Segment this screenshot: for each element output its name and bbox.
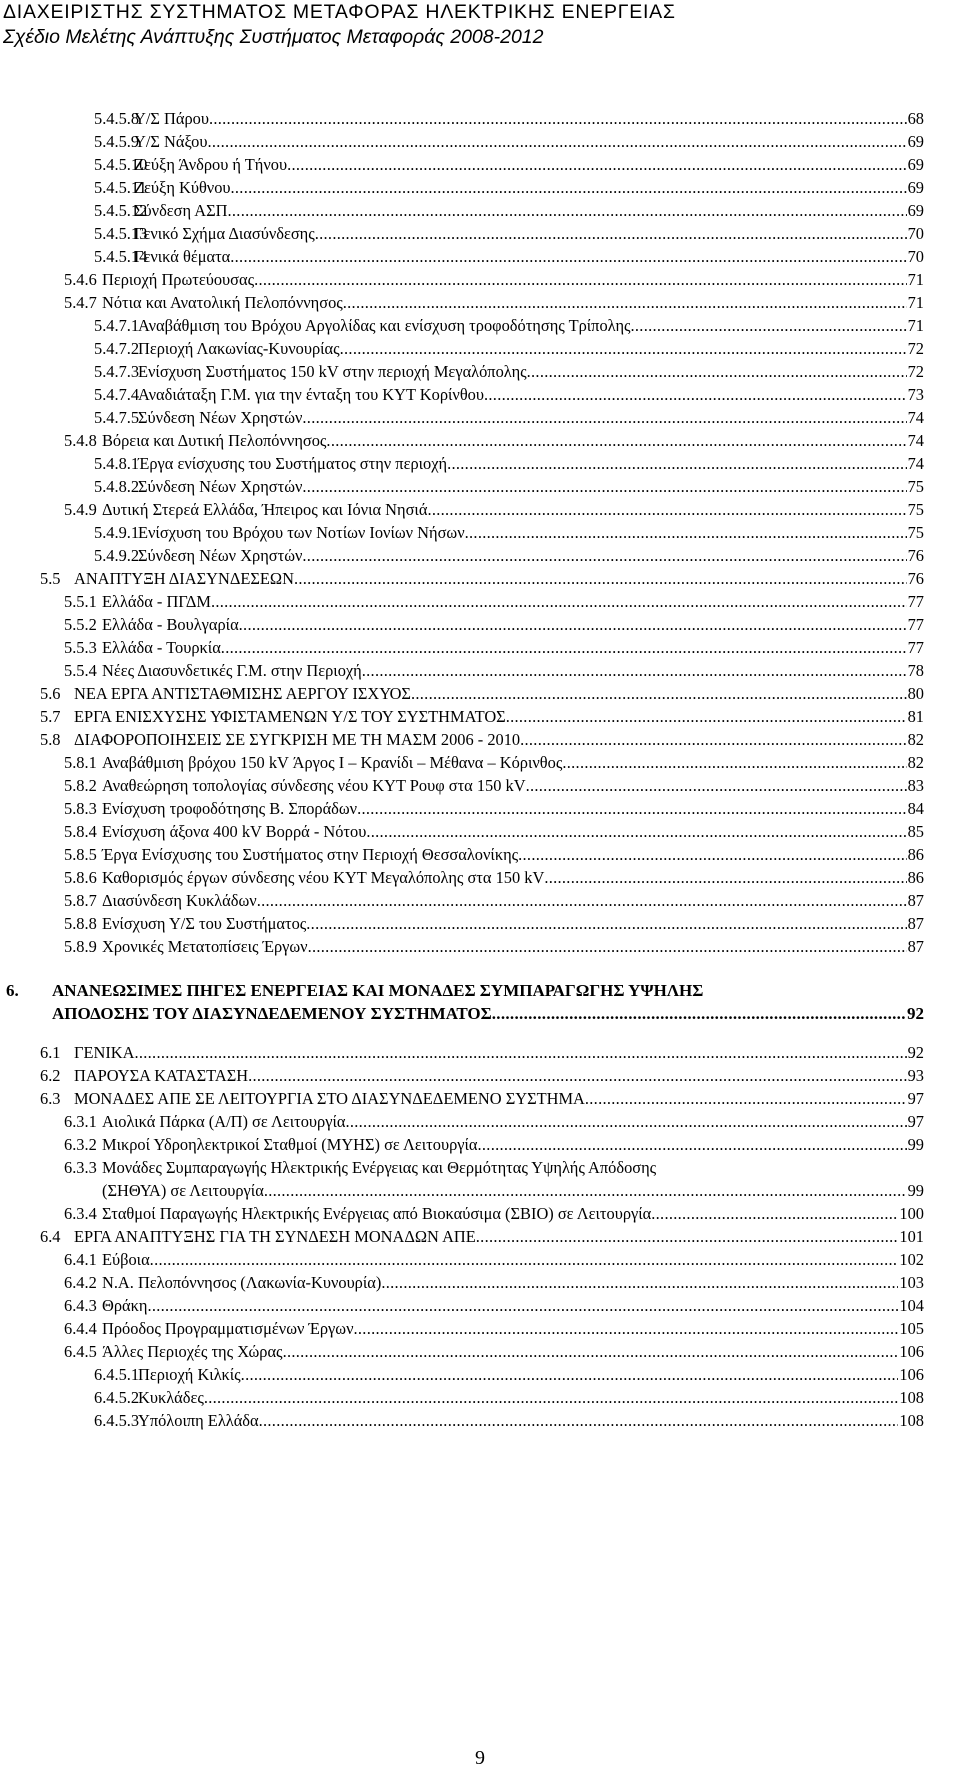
toc-dot-leader xyxy=(204,1388,899,1408)
toc-entry-page: 108 xyxy=(899,1411,924,1430)
toc-entry-title: Ενίσχυση άξονα 400 kV Βορρά - Νότου xyxy=(102,822,367,841)
toc-entry-title: Ενίσχυση Υ/Σ του Συστήματος xyxy=(102,914,307,933)
toc-entry-title: Αναβάθμιση βρόχου 150 kV Άργος Ι – Κρανίδι – Μέθανα – Κόρινθος xyxy=(102,753,563,772)
toc-entry-page: 84 xyxy=(907,799,924,818)
toc-dot-leader xyxy=(134,1043,906,1063)
toc-entry[interactable] xyxy=(64,270,924,290)
toc-dot-leader xyxy=(257,891,907,911)
toc-dot-leader xyxy=(294,569,907,589)
toc-entry[interactable] xyxy=(40,1227,924,1247)
toc-dot-leader xyxy=(527,362,907,382)
toc-entry[interactable] xyxy=(64,592,924,612)
toc-dot-leader xyxy=(518,845,906,865)
toc-entry-title: Ζεύξη Κύθνου xyxy=(134,178,231,197)
toc-entry-title: Περιοχή Κιλκίς xyxy=(138,1365,241,1384)
toc-entry[interactable] xyxy=(64,1204,924,1224)
toc-dot-leader xyxy=(231,178,907,198)
toc-dot-leader xyxy=(340,339,907,359)
toc-entry-title: Ν.Α. Πελοπόννησος (Λακωνία-Κυνουρία) xyxy=(102,1273,382,1292)
toc-entry-page: 82 xyxy=(907,730,924,749)
toc-entry[interactable] xyxy=(64,1135,924,1155)
toc-dot-leader xyxy=(411,684,907,704)
toc-entry[interactable] xyxy=(94,339,924,359)
toc-entry-number: 5.4.8.2 xyxy=(94,477,140,496)
toc-entry[interactable] xyxy=(94,408,924,428)
toc-entry[interactable] xyxy=(64,431,924,451)
toc-entry-title: Έργα ενίσχυσης του Συστήματος στην περιοχή xyxy=(138,454,448,473)
toc-entry-page: 92 xyxy=(907,1043,924,1062)
toc-entry-page: 76 xyxy=(907,569,924,588)
toc-entry[interactable] xyxy=(64,661,924,681)
toc-entry[interactable] xyxy=(64,293,924,313)
toc-dot-leader xyxy=(287,155,907,175)
toc-entry[interactable] xyxy=(94,247,924,267)
toc-entry[interactable] xyxy=(94,316,924,336)
page-number: 9 xyxy=(475,1747,485,1769)
toc-entry-number: 6.2 xyxy=(40,1066,61,1085)
toc-entry-number: 5.4.7.3 xyxy=(94,362,140,381)
toc-entry-title: Ενίσχυση τροφοδότησης Β. Σποράδων xyxy=(102,799,358,818)
toc-entry-title: Νέες Διασυνδετικές Γ.Μ. στην Περιοχή xyxy=(102,661,362,680)
toc-entry[interactable] xyxy=(94,454,924,474)
toc-entry-page: 69 xyxy=(907,178,924,197)
toc-entry-title: Νότια και Ανατολική Πελοπόννησος xyxy=(102,293,343,312)
toc-entry-page: 69 xyxy=(907,155,924,174)
toc-entry-title: Ζεύξη Άνδρου ή Τήνου xyxy=(134,155,288,174)
toc-entry-number: 5.4.5.12 xyxy=(94,201,148,220)
toc-dot-leader xyxy=(526,776,907,796)
toc-entry[interactable] xyxy=(64,914,924,934)
toc-entry-page: 77 xyxy=(907,615,924,634)
toc-entry-number: 5.8.9 xyxy=(64,937,97,956)
toc-entry-title: Έργα Ενίσχυσης του Συστήματος στην Περιοχή Θεσσαλονίκης xyxy=(102,845,519,864)
toc-entry[interactable] xyxy=(94,178,924,198)
toc-entry-page: 108 xyxy=(899,1388,924,1407)
toc-dot-leader xyxy=(465,523,907,543)
header-document-title: Σχέδιο Μελέτης Ανάπτυξης Συστήματος Μεταφοράς 2008-2012 xyxy=(3,26,544,48)
toc-entry-title: Θράκη xyxy=(102,1296,148,1315)
toc-entry-title: Σταθμοί Παραγωγής Ηλεκτρικής Ενέργειας από Βιοκαύσιμα (ΣΒΙΟ) σε Λειτουργία xyxy=(102,1204,652,1223)
header-organization: ΔΙΑΧΕΙΡΙΣΤΗΣ ΣΥΣΤΗΜΑΤΟΣ ΜΕΤΑΦΟΡΑΣ ΗΛΕΚΤΡΙΚΗΣ ΕΝΕΡΓΕΙΑΣ xyxy=(3,1,676,23)
toc-entry[interactable] xyxy=(94,385,924,405)
toc-entry-title: Μονάδες Συμπαραγωγής Ηλεκτρικής Ενέργειας και Θερμότητας Υψηλής Απόδοσης xyxy=(102,1158,657,1177)
toc-entry[interactable] xyxy=(94,362,924,382)
toc-entry-title: Άλλες Περιοχές της Χώρας xyxy=(102,1342,283,1361)
toc-entry-page: 87 xyxy=(907,891,924,910)
toc-entry-title: Ενίσχυση Συστήματος 150 kV στην περιοχή Μεγαλόπολης xyxy=(138,362,527,381)
toc-entry-page: 77 xyxy=(907,592,924,611)
toc-entry-number: 5.4.7.5 xyxy=(94,408,140,427)
toc-entry-title: Αιολικά Πάρκα (Α/Π) σε Λειτουργία xyxy=(102,1112,346,1131)
toc-dot-leader xyxy=(259,1411,899,1431)
toc-entry-number: 5.8 xyxy=(40,730,61,749)
toc-entry-page: 102 xyxy=(899,1250,924,1269)
toc-entry-page: 92 xyxy=(907,1004,924,1023)
toc-entry-title: ΔΙΑΦΟΡΟΠΟΙΗΣΕΙΣ ΣΕ ΣΥΓΚΡΙΣΗ ΜΕ ΤΗ ΜΑΣΜ 2006 - 2010 xyxy=(74,730,521,749)
toc-entry-number: 5.4.5.10 xyxy=(94,155,148,174)
toc-entry-title: ΠΑΡΟΥΣΑ ΚΑΤΑΣΤΑΣΗ xyxy=(74,1066,249,1085)
toc-entry[interactable] xyxy=(94,1411,924,1431)
toc-dot-leader xyxy=(366,822,906,842)
toc-dot-leader xyxy=(207,132,906,152)
toc-entry-number: 5.8.7 xyxy=(64,891,97,910)
toc-entry-title: Μικροί Υδροηλεκτρικοί Σταθμοί (ΜΥΗΣ) σε Λειτουργία xyxy=(102,1135,478,1154)
toc-entry-page: 72 xyxy=(907,362,924,381)
toc-dot-leader xyxy=(230,247,906,267)
toc-dot-leader xyxy=(209,109,907,129)
toc-dot-leader xyxy=(211,592,907,612)
toc-entry-page: 99 xyxy=(907,1181,924,1200)
toc-entry-number: 6.4.5.2 xyxy=(94,1388,140,1407)
toc-entry-page: 74 xyxy=(907,454,924,473)
toc-entry[interactable] xyxy=(64,1158,924,1201)
toc-dot-leader xyxy=(484,385,907,405)
toc-entry-number: 5.8.5 xyxy=(64,845,97,864)
toc-entry[interactable] xyxy=(94,477,924,497)
toc-entry-number: 5.4.7.2 xyxy=(94,339,140,358)
toc-dot-leader xyxy=(357,799,907,819)
toc-entry-number: 5.4.5.14 xyxy=(94,247,148,266)
toc-entry-page: 100 xyxy=(899,1204,924,1223)
toc-entry-page: 106 xyxy=(899,1365,924,1384)
toc-entry[interactable] xyxy=(94,1365,924,1385)
toc-dot-leader xyxy=(283,1342,899,1362)
toc-entry-number: 5.8.8 xyxy=(64,914,97,933)
toc-dot-leader xyxy=(239,615,907,635)
toc-entry-title: ΑΝΑΠΤΥΞΗ ΔΙΑΣΥΝΔΕΣΕΩΝ xyxy=(74,569,294,588)
toc-entry-number: 5.4.5.13 xyxy=(94,224,148,243)
toc-dot-leader xyxy=(362,661,907,681)
toc-dot-leader xyxy=(221,638,907,658)
toc-dot-leader xyxy=(562,753,906,773)
toc-entry[interactable] xyxy=(40,1066,924,1086)
toc-entry-title: Υ/Σ Πάρου xyxy=(134,109,209,128)
toc-entry-title: ΜΟΝΑΔΕΣ ΑΠΕ ΣΕ ΛΕΙΤΟΥΡΓΙΑ ΣΤΟ ΔΙΑΣΥΝΔΕΔΕΜΕΝΟ ΣΥΣΤΗΜΑ xyxy=(74,1089,585,1108)
toc-entry-title: Περιοχή Πρωτεύουσας xyxy=(102,270,255,289)
toc-entry-title: Δυτική Στερεά Ελλάδα, Ήπειρος και Ιόνια Νησιά xyxy=(102,500,428,519)
toc-dot-leader xyxy=(254,270,907,290)
toc-dot-leader xyxy=(343,293,907,313)
toc-entry-page: 80 xyxy=(907,684,924,703)
toc-entry[interactable] xyxy=(40,684,924,704)
toc-entry-title: Εύβοια xyxy=(102,1250,150,1269)
toc-entry-number: 5.4.7.1 xyxy=(94,316,140,335)
toc-entry-number: 6.4 xyxy=(40,1227,61,1246)
toc-entry-number: 5.4.5.8 xyxy=(94,109,140,128)
toc-entry[interactable] xyxy=(94,523,924,543)
toc-entry-page: 70 xyxy=(907,224,924,243)
toc-entry[interactable] xyxy=(40,707,924,727)
toc-entry-page: 69 xyxy=(907,201,924,220)
toc-entry[interactable] xyxy=(64,891,924,911)
toc-dot-leader xyxy=(306,914,906,934)
toc-entry[interactable] xyxy=(64,822,924,842)
toc-entry-title: Σύνδεση Νέων Χρηστών xyxy=(138,408,303,427)
toc-dot-leader xyxy=(264,1181,907,1201)
toc-entry[interactable] xyxy=(64,1112,924,1132)
toc-entry-page: 70 xyxy=(907,247,924,266)
toc-entry[interactable] xyxy=(94,109,924,129)
toc-dot-leader xyxy=(651,1204,898,1224)
toc-entry-number: 6.4.5 xyxy=(64,1342,97,1361)
toc-dot-leader xyxy=(492,1004,906,1024)
toc-entry[interactable] xyxy=(40,1089,924,1109)
toc-entry-number: 6.3.4 xyxy=(64,1204,97,1223)
toc-entry-number: 6.3.1 xyxy=(64,1112,97,1131)
toc-entry[interactable] xyxy=(64,937,924,957)
toc-entry-page: 83 xyxy=(907,776,924,795)
toc-entry-page: 86 xyxy=(907,845,924,864)
toc-entry[interactable] xyxy=(64,776,924,796)
toc-entry[interactable] xyxy=(94,201,924,221)
toc-entry-number: 5.6 xyxy=(40,684,61,703)
toc-entry-number: 5.4.9 xyxy=(64,500,97,519)
toc-entry-title: ΑΝΑΝΕΩΣΙΜΕΣ ΠΗΓΕΣ ΕΝΕΡΓΕΙΑΣ ΚΑΙ ΜΟΝΑΔΕΣ ΣΥΜΠΑΡΑΓΩΓΗΣ ΥΨΗΛΗΣ xyxy=(52,981,704,1000)
toc-dot-leader xyxy=(476,1227,899,1247)
toc-entry-page: 76 xyxy=(907,546,924,565)
toc-entry-number: 5.5.3 xyxy=(64,638,97,657)
toc-entry-title: Αναβάθμιση του Βρόχου Αργολίδας και ενίσχυση τροφοδότησης Τρίπολης xyxy=(138,316,631,335)
toc-dot-leader xyxy=(308,937,907,957)
toc-dot-leader xyxy=(315,224,907,244)
toc-entry-page: 104 xyxy=(899,1296,924,1315)
toc-dot-leader xyxy=(248,1066,907,1086)
toc-entry-number: 6.4.2 xyxy=(64,1273,97,1292)
toc-entry[interactable] xyxy=(94,1388,924,1408)
toc-entry-title: Γενικά θέματα xyxy=(134,247,231,266)
toc-entry-title: Περιοχή Λακωνίας-Κυνουρίας xyxy=(138,339,340,358)
toc-entry-number: 6.3.3 xyxy=(64,1158,97,1177)
toc-entry-number: 5.4.8.1 xyxy=(94,454,140,473)
toc-entry-page: 78 xyxy=(907,661,924,680)
toc-entry-number: 6. xyxy=(6,981,19,1000)
toc-entry-title: Πρόοδος Προγραμματισμένων Έργων xyxy=(102,1319,354,1338)
toc-entry-number: 6.4.4 xyxy=(64,1319,97,1338)
toc-entry-page: 105 xyxy=(899,1319,924,1338)
toc-dot-leader xyxy=(544,868,906,888)
toc-dot-leader xyxy=(302,477,906,497)
toc-entry-page: 85 xyxy=(907,822,924,841)
document-header xyxy=(0,0,960,54)
toc-entry-number: 5.8.2 xyxy=(64,776,97,795)
toc-entry[interactable] xyxy=(6,981,924,1024)
toc-entry-page: 97 xyxy=(907,1089,924,1108)
toc-entry-page: 71 xyxy=(907,293,924,312)
toc-entry[interactable] xyxy=(40,730,924,750)
toc-entry-number: 6.1 xyxy=(40,1043,61,1062)
toc-entry-number: 6.4.5.1 xyxy=(94,1365,140,1384)
toc-entry-page: 71 xyxy=(907,316,924,335)
toc-dot-leader xyxy=(147,1296,898,1316)
toc-entry[interactable] xyxy=(64,845,924,865)
toc-entry[interactable] xyxy=(64,868,924,888)
toc-entry-number: 5.8.4 xyxy=(64,822,97,841)
toc-entry[interactable] xyxy=(64,638,924,658)
toc-entry-title: Αναθεώρηση τοπολογίας σύνδεσης νέου ΚΥΤ Ρουφ στα 150 kV xyxy=(102,776,526,795)
toc-entry-page: 69 xyxy=(907,132,924,151)
toc-entry-title: ΝΕΑ ΕΡΓΑ ΑΝΤΙΣΤΑΘΜΙΣΗΣ ΑΕΡΓΟΥ ΙΣΧΥΟΣ xyxy=(74,684,411,703)
toc-entry-page: 77 xyxy=(907,638,924,657)
toc-dot-leader xyxy=(427,500,906,520)
toc-entry[interactable] xyxy=(40,569,924,589)
toc-entry-page: 86 xyxy=(907,868,924,887)
toc-entry-page: 68 xyxy=(907,109,924,128)
toc-entry-page: 75 xyxy=(907,523,924,542)
toc-entry[interactable] xyxy=(40,1043,924,1063)
toc-entry-number: 5.8.1 xyxy=(64,753,97,772)
toc-entry-number: 5.4.7.4 xyxy=(94,385,140,404)
toc-entry-number: 5.8.3 xyxy=(64,799,97,818)
toc-entry-number: 6.3.2 xyxy=(64,1135,97,1154)
toc-entry-number: 5.5 xyxy=(40,569,61,588)
toc-entry-page: 75 xyxy=(907,500,924,519)
toc-entry-number: 6.4.1 xyxy=(64,1250,97,1269)
toc-dot-leader xyxy=(520,730,907,750)
toc-entry-title: Χρονικές Μετατοπίσεις Έργων xyxy=(102,937,308,956)
toc-entry-title: Ελλάδα - Τουρκία xyxy=(102,638,221,657)
toc-entry-title: Ελλάδα - ΠΓΔΜ xyxy=(102,592,211,611)
toc-entry[interactable] xyxy=(64,1273,924,1293)
toc-entry-number: 5.5.4 xyxy=(64,661,97,680)
toc-dot-leader xyxy=(354,1319,899,1339)
toc-dot-leader xyxy=(326,431,906,451)
toc-entry-number: 5.4.7 xyxy=(64,293,97,312)
toc-dot-leader xyxy=(345,1112,906,1132)
toc-entry-title: Γενικό Σχήμα Διασύνδεσης xyxy=(134,224,315,243)
toc-entry-number: 5.4.9.2 xyxy=(94,546,140,565)
toc-entry-number: 5.4.5.9 xyxy=(94,132,140,151)
toc-dot-leader xyxy=(241,1365,899,1385)
toc-entry-title: Σύνδεση ΑΣΠ xyxy=(134,201,228,220)
toc-entry-number: 5.7 xyxy=(40,707,61,726)
toc-entry-page: 87 xyxy=(907,937,924,956)
toc-entry-page: 75 xyxy=(907,477,924,496)
toc-dot-leader xyxy=(447,454,907,474)
toc-entry-page: 101 xyxy=(899,1227,924,1246)
toc-entry-number: 5.5.1 xyxy=(64,592,97,611)
toc-entry-page: 99 xyxy=(907,1135,924,1154)
toc-entry-title: ΕΡΓΑ ΑΝΑΠΤΥΞΗΣ ΓΙΑ ΤΗ ΣΥΝΔΕΣΗ ΜΟΝΑΔΩΝ ΑΠΕ xyxy=(74,1227,476,1246)
toc-entry-page: 93 xyxy=(907,1066,924,1085)
toc-dot-leader xyxy=(302,546,906,566)
toc-entry-number: 5.4.5.11 xyxy=(94,178,147,197)
toc-entry[interactable] xyxy=(94,155,924,175)
toc-entry-title: ΕΡΓΑ ΕΝΙΣΧΥΣΗΣ ΥΦΙΣΤΑΜΕΝΩΝ Υ/Σ ΤΟΥ ΣΥΣΤΗΜΑΤΟΣ xyxy=(74,707,506,726)
toc-entry[interactable] xyxy=(64,753,924,773)
toc-entry[interactable] xyxy=(64,1296,924,1316)
toc-entry-number: 5.5.2 xyxy=(64,615,97,634)
toc-entry-page: 72 xyxy=(907,339,924,358)
toc-entry[interactable] xyxy=(94,132,924,152)
toc-entry[interactable] xyxy=(64,500,924,520)
toc-entry-page: 71 xyxy=(907,270,924,289)
toc-entry-page: 87 xyxy=(907,914,924,933)
toc-entry-title: Αναδιάταξη Γ.Μ. για την ένταξη του ΚΥΤ Κορίνθου xyxy=(138,385,484,404)
toc-dot-leader xyxy=(302,408,906,428)
toc-entry-page: 97 xyxy=(907,1112,924,1131)
toc-entry[interactable] xyxy=(64,1319,924,1339)
toc-entry-page: 74 xyxy=(907,431,924,450)
toc-entry[interactable] xyxy=(94,224,924,244)
toc-entry-page: 106 xyxy=(899,1342,924,1361)
toc-entry-title: ΓΕΝΙΚΑ xyxy=(74,1043,135,1062)
toc-entry-number: 6.4.5.3 xyxy=(94,1411,140,1430)
toc-entry[interactable] xyxy=(64,799,924,819)
toc-entry-page: 82 xyxy=(907,753,924,772)
toc-dot-leader xyxy=(585,1089,907,1109)
toc-entry-title: Καθορισμός έργων σύνδεσης νέου ΚΥΤ Μεγαλόπολης στα 150 kV xyxy=(102,868,545,887)
toc-entry-title: Διασύνδεση Κυκλάδων xyxy=(102,891,257,910)
toc-entry[interactable] xyxy=(64,615,924,635)
toc-entry-page: 103 xyxy=(899,1273,924,1292)
toc-dot-leader xyxy=(150,1250,899,1270)
toc-entry-number: 6.4.3 xyxy=(64,1296,97,1315)
toc-entry[interactable] xyxy=(64,1250,924,1270)
toc-entry-title: Βόρεια και Δυτική Πελοπόννησος xyxy=(102,431,327,450)
toc-entry-number: 5.4.6 xyxy=(64,270,97,289)
toc-entry-title-continued: ΑΠΟΔΟΣΗΣ ΤΟΥ ΔΙΑΣΥΝΔΕΔΕΜΕΝΟΥ ΣΥΣΤΗΜΑΤΟΣ xyxy=(52,1004,492,1023)
toc-entry[interactable] xyxy=(64,1342,924,1362)
toc-entry-number: 5.4.9.1 xyxy=(94,523,140,542)
toc-entry[interactable] xyxy=(94,546,924,566)
toc-entry-number: 6.3 xyxy=(40,1089,61,1108)
toc-entry-title: Υ/Σ Νάξου xyxy=(134,132,208,151)
toc-entry-title: Ελλάδα - Βουλγαρία xyxy=(102,615,239,634)
toc-entry-title-continued: (ΣΗΘΥΑ) σε Λειτουργία xyxy=(102,1181,264,1200)
toc-dot-leader xyxy=(228,201,907,221)
toc-entry-number: 5.8.6 xyxy=(64,868,97,887)
toc-entry-title: Κυκλάδες xyxy=(138,1388,204,1407)
toc-entry-page: 73 xyxy=(907,385,924,404)
toc-dot-leader xyxy=(506,707,907,727)
toc-dot-leader xyxy=(381,1273,898,1293)
toc-entry-title: Υπόλοιπη Ελλάδα xyxy=(138,1411,259,1430)
toc-entry-title: Ενίσχυση του Βρόχου των Νοτίων Ιονίων Νήσων xyxy=(138,523,465,542)
toc-entry-number: 5.4.8 xyxy=(64,431,97,450)
toc-dot-leader xyxy=(478,1135,907,1155)
toc-entry-title: Σύνδεση Νέων Χρηστών xyxy=(138,477,303,496)
toc-entry-page: 74 xyxy=(907,408,924,427)
toc-entry-page: 81 xyxy=(907,707,924,726)
toc-dot-leader xyxy=(631,316,907,336)
toc-entry-title: Σύνδεση Νέων Χρηστών xyxy=(138,546,303,565)
